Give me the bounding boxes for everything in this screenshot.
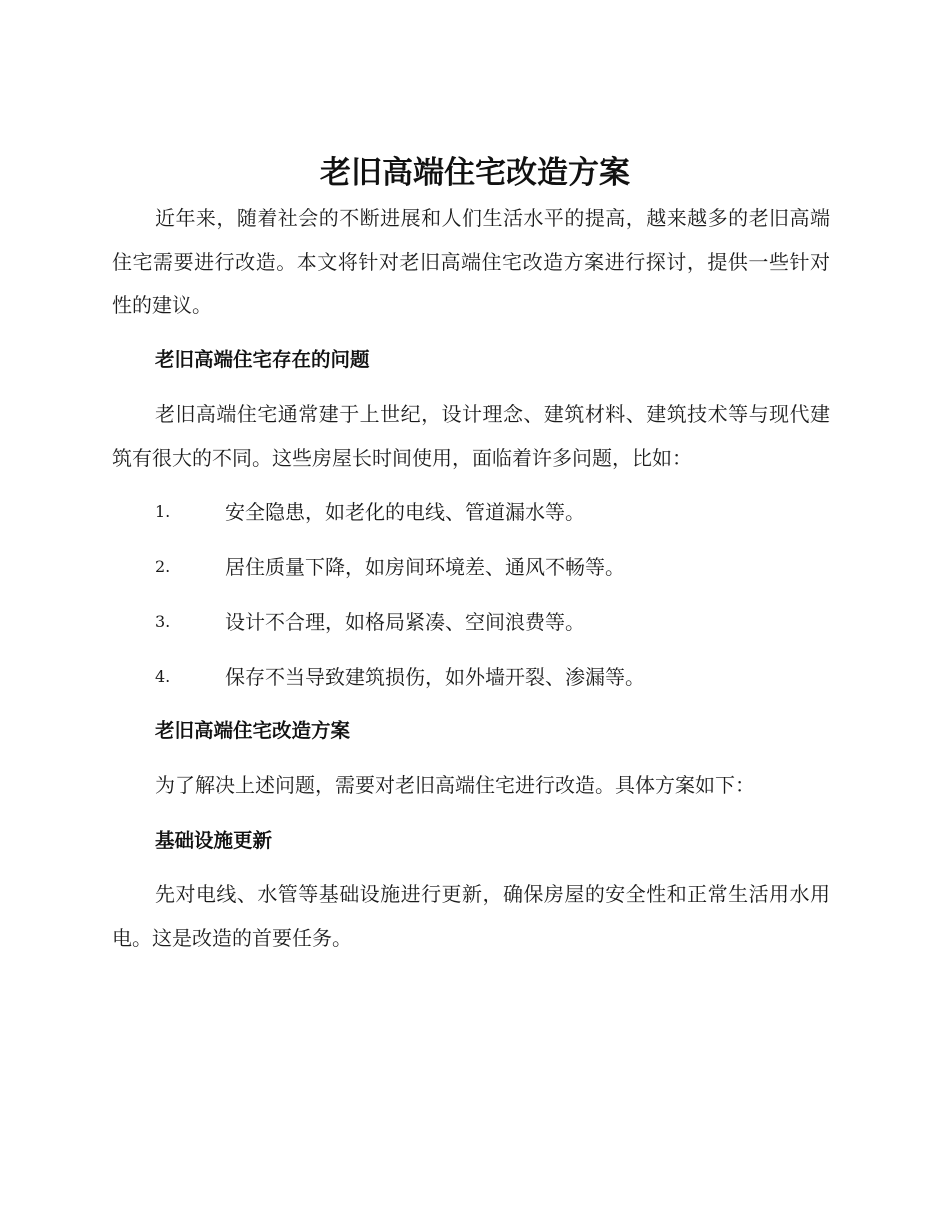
renovation-plan-paragraph: 为了解决上述问题，需要对老旧高端住宅进行改造。具体方案如下：	[155, 773, 755, 797]
list-item-text: 安全隐患，如老化的电线、管道漏水等。	[225, 500, 585, 524]
list-item-text: 保存不当导致建筑损伤，如外墙开裂、渗漏等。	[225, 665, 645, 689]
document-title: 老旧高端住宅改造方案	[320, 155, 630, 191]
section-heading-problems: 老旧高端住宅存在的问题	[155, 348, 370, 371]
list-item-text: 居住质量下降，如房间环境差、通风不畅等。	[225, 555, 625, 579]
list-item-number: 3.	[155, 612, 171, 631]
list-item-text: 设计不合理，如格局紧凑、空间浪费等。	[225, 610, 585, 634]
list-item-number: 1.	[155, 502, 171, 521]
list-item-number: 2.	[155, 557, 171, 576]
problems-paragraph: 老旧高端住宅通常建于上世纪，设计理念、建筑材料、建筑技术等与现代建筑有很大的不同。这些房屋长时间使用，面临着许多问题，比如：	[112, 402, 830, 470]
intro-paragraph: 近年来，随着社会的不断进展和人们生活水平的提高，越来越多的老旧高端住宅需要进行改造。本文将针对老旧高端住宅改造方案进行探讨，提供一些针对性的建议。	[112, 206, 830, 317]
list-item-number: 4.	[155, 667, 171, 686]
infrastructure-paragraph: 先对电线、水管等基础设施进行更新，确保房屋的安全性和正常生活用水用电。这是改造的首要任务。	[112, 882, 830, 950]
section-heading-renovation-plan: 老旧高端住宅改造方案	[155, 719, 351, 742]
section-heading-infrastructure: 基础设施更新	[155, 829, 273, 852]
